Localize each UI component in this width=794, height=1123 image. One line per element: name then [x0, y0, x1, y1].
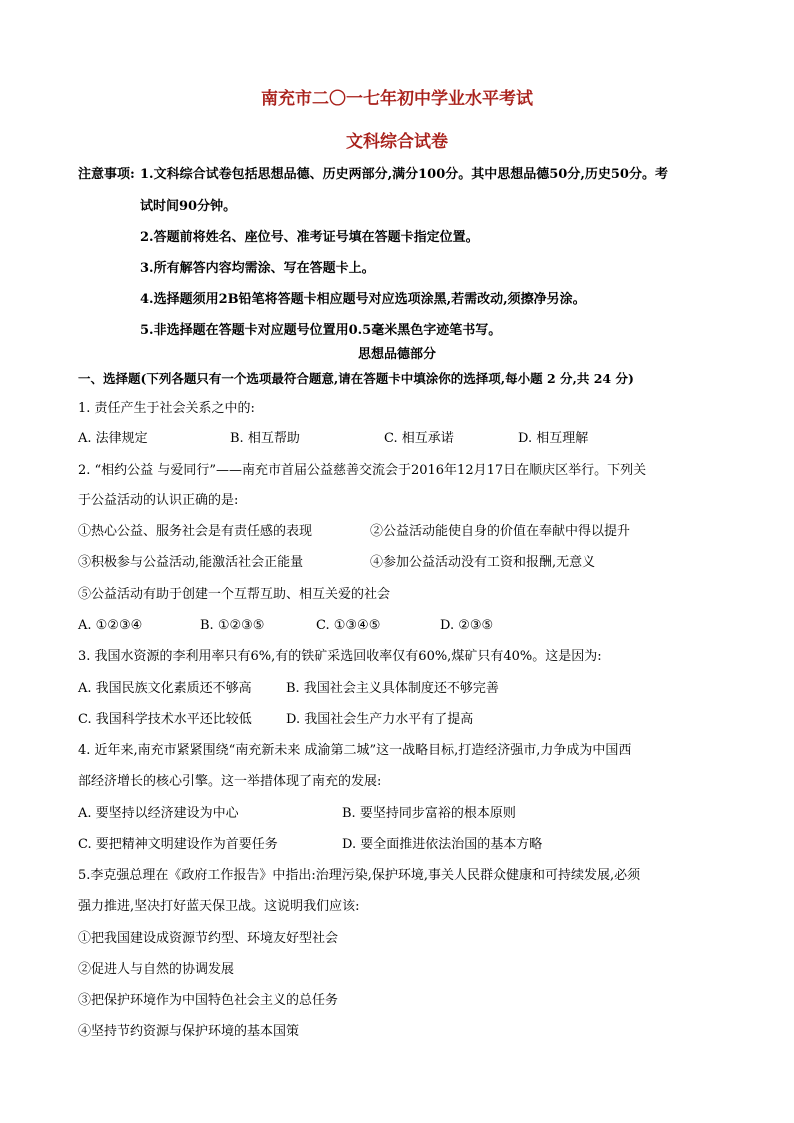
q2-stem-line1: 2. “相约公益 与爱同行”——南充市首届公益慈善交流会于2016年12月17日在顺庆区举行。下列关 — [78, 463, 647, 478]
note-1-cont: 试时间90分钟。 — [140, 199, 237, 214]
notes-lead: 注意事项: — [78, 167, 135, 182]
q2-statement-4: ④参加公益活动没有工资和报酬,无意义 — [370, 555, 596, 570]
q4-stem-line1: 4. 近年来,南充市紧紧围绕“南充新未来 成渝第二城”这一战略目标,打造经济强市,力争成为中国西 — [78, 743, 632, 758]
q4-stem-line2: 部经济增长的核心引擎。这一举措体现了南充的发展: — [78, 774, 382, 789]
q2-statement-2: ②公益活动能使自身的价值在奉献中得以提升 — [370, 524, 631, 539]
q5-stem-line1: 5.李克强总理在《政府工作报告》中指出:治理污染,保护环境,事关人民群众健康和可持续发展,必须 — [78, 868, 641, 883]
q2-statement-3: ③积极参与公益活动,能激活社会正能量 — [78, 555, 304, 570]
q5-statement-2: ②促进人与自然的协调发展 — [78, 962, 235, 977]
q1-option-a: A. 法律规定 — [78, 431, 148, 446]
q1-stem: 1. 责任产生于社会关系之中的: — [78, 401, 255, 416]
q2-option-d: D. ②③⑤ — [440, 618, 494, 633]
q3-option-d: D. 我国社会生产力水平有了提高 — [286, 712, 474, 727]
q2-statement-5: ⑤公益活动有助于创建一个互帮互助、相互关爱的社会 — [78, 587, 391, 602]
q2-option-b: B. ①②③⑤ — [200, 618, 265, 633]
note-1: 1.文科综合试卷包括思想品德、历史两部分,满分100分。其中思想品德50分,历史50分。考 — [140, 167, 668, 182]
note-5: 5.非选择题在答题卡对应题号位置用0.5毫米黑色字迹笔书写。 — [140, 323, 502, 338]
q2-statement-1: ①热心公益、服务社会是有责任感的表现 — [78, 524, 313, 539]
exam-title: 南充市二〇一七年初中学业水平考试 — [261, 89, 533, 109]
q4-option-c: C. 要把精神文明建设作为首要任务 — [78, 837, 278, 852]
q3-stem: 3. 我国水资源的李利用率只有6%,有的铁矿采选回收率仅有60%,煤矿只有40%。这是因为: — [78, 649, 602, 664]
section-title: 思想品德部分 — [357, 347, 436, 362]
q2-option-a: A. ①②③④ — [78, 618, 143, 633]
q3-option-a: A. 我国民族文化素质还不够高 — [78, 681, 252, 696]
q1-option-b: B. 相互帮助 — [230, 431, 300, 446]
note-3: 3.所有解答内容均需涂、写在答题卡上。 — [140, 261, 375, 276]
q4-option-a: A. 要坚持以经济建设为中心 — [78, 806, 239, 821]
q3-option-c: C. 我国科学技术水平还比较低 — [78, 712, 252, 727]
note-2: 2.答题前将姓名、座位号、准考证号填在答题卡指定位置。 — [140, 230, 479, 245]
q5-statement-1: ①把我国建设成资源节约型、环境友好型社会 — [78, 931, 339, 946]
q5-statement-3: ③把保护环境作为中国特色社会主义的总任务 — [78, 993, 339, 1008]
q5-statement-4: ④坚持节约资源与保护环境的基本国策 — [78, 1024, 300, 1039]
q4-option-d: D. 要全面推进依法治国的基本方略 — [342, 837, 543, 852]
q2-stem-line2: 于公益活动的认识正确的是: — [78, 493, 239, 508]
q1-option-c: C. 相互承诺 — [384, 431, 454, 446]
note-4: 4.选择题须用2B铅笔将答题卡相应题号对应选项涂黑,若需改动,须擦净另涂。 — [140, 292, 586, 307]
q2-option-c: C. ①③④⑤ — [316, 618, 381, 633]
q3-option-b: B. 我国社会主义具体制度还不够完善 — [286, 681, 499, 696]
q5-stem-line2: 强力推进,坚决打好蓝天保卫战。这说明我们应该: — [78, 899, 360, 914]
q4-option-b: B. 要坚持同步富裕的根本原则 — [342, 806, 516, 821]
part-one-heading: 一、选择题(下列各题只有一个选项最符合题意,请在答题卡中填涂你的选择项,每小题 2 分,共 24 分) — [78, 371, 634, 386]
exam-subtitle: 文科综合试卷 — [346, 132, 448, 152]
q1-option-d: D. 相互理解 — [518, 431, 589, 446]
